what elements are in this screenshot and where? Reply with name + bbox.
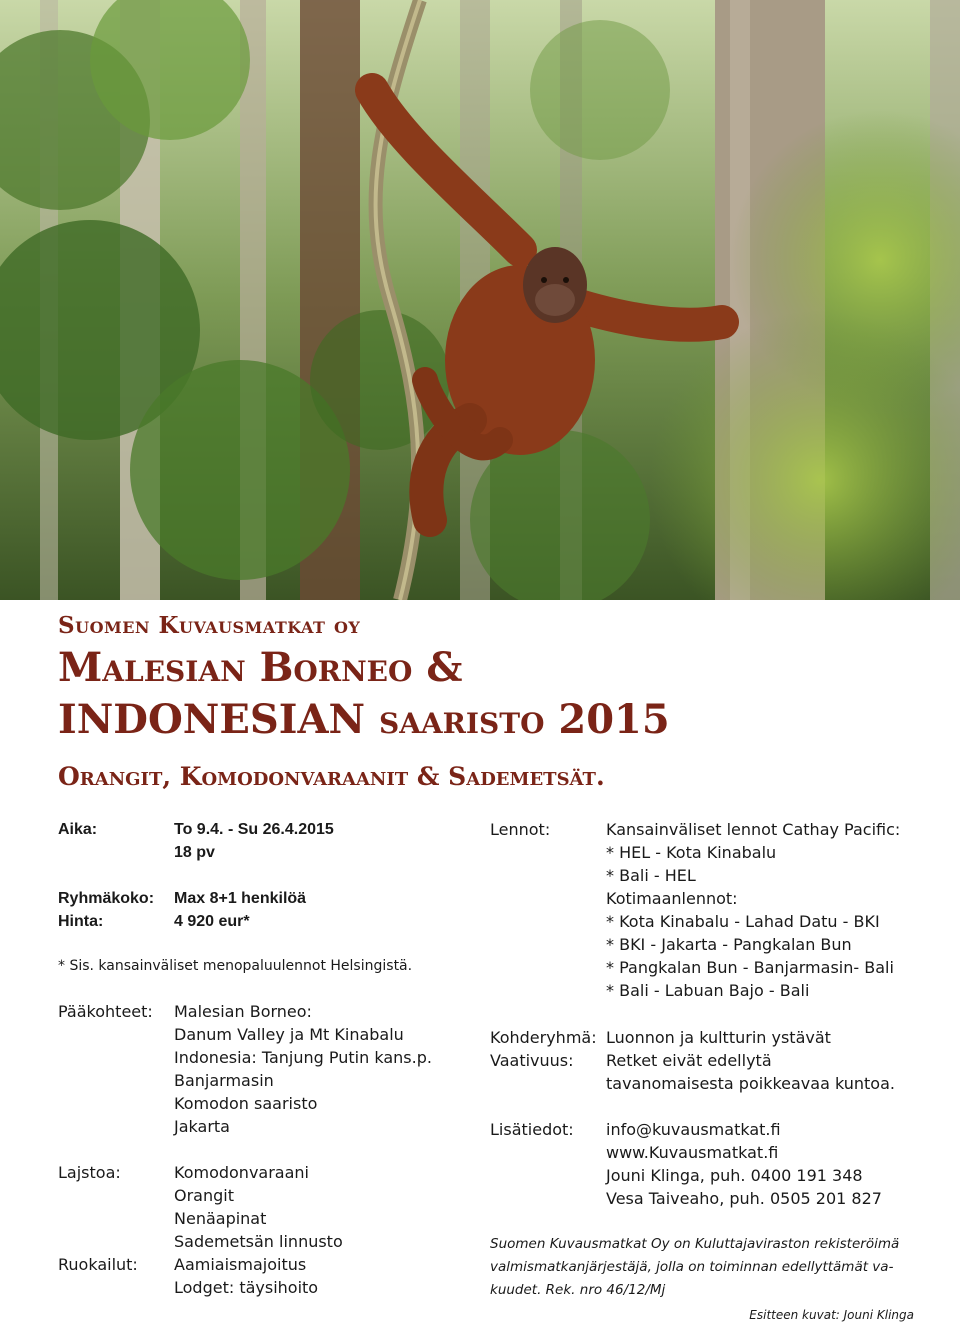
destinations-label: Pääkohteet: xyxy=(58,1002,153,1021)
flight-item: Kansainväliset lennot Cathay Pacific: xyxy=(606,820,901,839)
title-line-1: Malesian Borneo & xyxy=(58,644,463,691)
contact-email-link[interactable]: info@kuvausmatkat.fi xyxy=(606,1120,781,1139)
destination-item: Indonesia: Tanjung Putin kans.p. xyxy=(174,1048,432,1067)
contact-person: Jouni Klinga, puh. 0400 191 348 xyxy=(606,1166,863,1185)
hero-photo-orangutan xyxy=(0,0,960,600)
legal-line: Suomen Kuvausmatkat Oy on Kuluttajaviraston rekisteröimä xyxy=(490,1236,900,1252)
meals-item: Lodget: täysihoito xyxy=(174,1278,319,1297)
target-value: Luonnon ja kultturin ystävät xyxy=(606,1028,831,1047)
species-item: Sademetsän linnusto xyxy=(174,1232,343,1251)
photo-credit: Esitteen kuvat: Jouni Klinga xyxy=(749,1308,914,1322)
group-value: Max 8+1 henkilöä xyxy=(174,890,307,907)
contact-website-link[interactable]: www.Kuvausmatkat.fi xyxy=(606,1143,779,1162)
group-label: Ryhmäkoko: xyxy=(58,890,155,907)
legal-notice xyxy=(490,1233,920,1302)
duration-value: 18 pv xyxy=(174,844,215,861)
species-item: Orangit xyxy=(174,1186,234,1205)
contact-person: Vesa Taiveaho, puh. 0505 201 827 xyxy=(606,1189,882,1208)
flight-item: Kotimaanlennot: xyxy=(606,889,738,908)
difficulty-label: Vaativuus: xyxy=(490,1051,574,1070)
flight-item: * BKI - Jakarta - Pangkalan Bun xyxy=(606,935,852,954)
flight-item: * Pangkalan Bun - Banjarmasin- Bali xyxy=(606,958,894,977)
species-item: Komodonvaraani xyxy=(174,1163,309,1182)
flight-item: * Bali - Labuan Bajo - Bali xyxy=(606,981,810,1000)
meals-label: Ruokailut: xyxy=(58,1255,138,1274)
meals-item: Aamiaismajoitus xyxy=(174,1255,307,1274)
contact-label: Lisätiedot: xyxy=(490,1120,574,1139)
legal-line: kuudet. Rek. nro 46/12/Mj xyxy=(490,1282,666,1298)
target-label: Kohderyhmä: xyxy=(490,1028,597,1047)
flight-item: * Kota Kinabalu - Lahad Datu - BKI xyxy=(606,912,880,931)
destination-item: Komodon saaristo xyxy=(174,1094,318,1113)
difficulty-item: Retket eivät edellytä xyxy=(606,1051,772,1070)
difficulty-item: tavanomaisesta poikkeavaa kuntoa. xyxy=(606,1074,895,1093)
flights-label: Lennot: xyxy=(490,820,551,839)
price-note: * Sis. kansainväliset menopaluulennot Helsingistä. xyxy=(58,958,413,974)
hero-illustration xyxy=(0,0,960,600)
price-label: Hinta: xyxy=(58,913,104,930)
destination-item: Danum Valley ja Mt Kinabalu xyxy=(174,1025,404,1044)
destination-item: Jakarta xyxy=(174,1117,230,1136)
time-label: Aika: xyxy=(58,821,98,838)
company-name: Suomen Kuvausmatkat oy xyxy=(58,612,361,639)
title-line-2: INDONESIAN saaristo 2015 xyxy=(58,696,670,743)
flight-item: * HEL - Kota Kinabalu xyxy=(606,843,777,862)
destination-item: Banjarmasin xyxy=(174,1071,274,1090)
legal-line: valmismatkanjärjestäjä, jolla on toiminnan edellyttämät va- xyxy=(490,1259,894,1275)
price-value: 4 920 eur* xyxy=(174,913,250,930)
time-value: To 9.4. - Su 26.4.2015 xyxy=(174,821,334,838)
subtitle: Orangit, Komodonvaraanit & Sademetsät. xyxy=(58,762,605,791)
species-item: Nenäapinat xyxy=(174,1209,267,1228)
species-label: Lajstoa: xyxy=(58,1163,121,1182)
destination-item: Malesian Borneo: xyxy=(174,1002,312,1021)
flight-item: * Bali - HEL xyxy=(606,866,696,885)
